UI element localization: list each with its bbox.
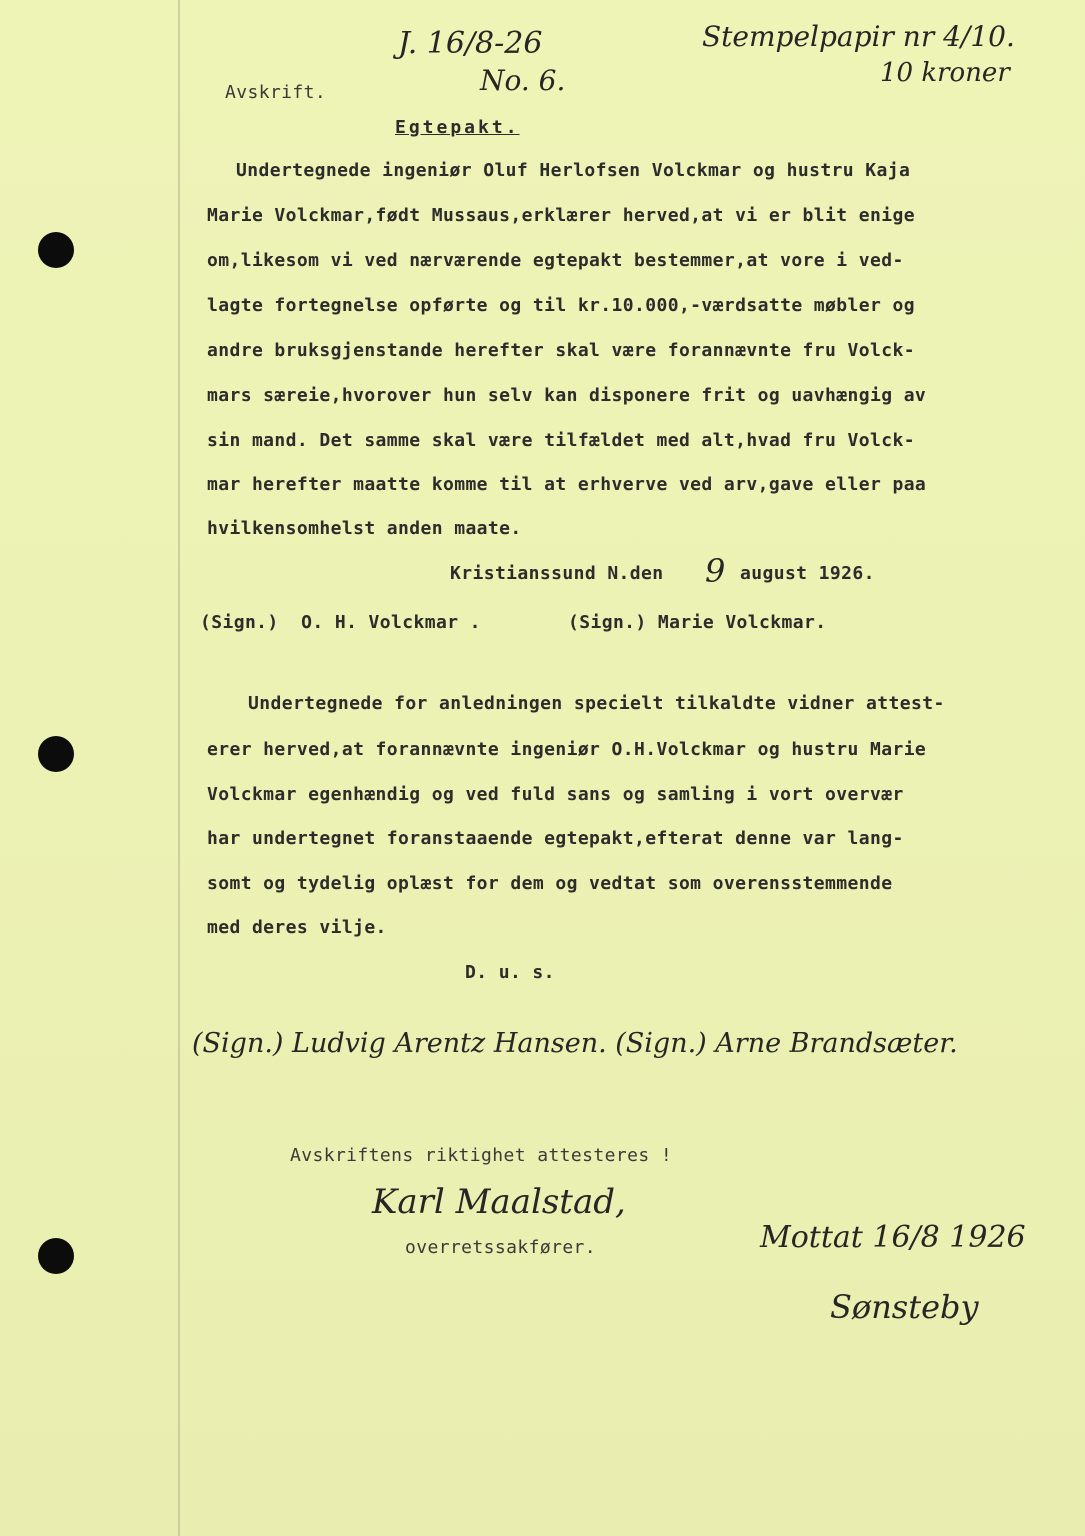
witness-signatures: (Sign.) Ludvig Arentz Hansen. (Sign.) Arne Brandsæter. xyxy=(192,1028,958,1059)
paragraph2-line: somt og tydelig oplæst for dem og vedtat som overensstemmende xyxy=(207,873,893,894)
attest-signature: Karl Maalstad, xyxy=(372,1182,626,1222)
handwritten-number: No. 6. xyxy=(480,64,566,97)
header-label: Avskrift. xyxy=(225,82,327,103)
paragraph1-line: lagte fortegnelse opførte og til kr.10.000,-værdsatte møbler og xyxy=(207,295,915,316)
punch-hole xyxy=(38,232,74,268)
closing-abbreviation: D. u. s. xyxy=(465,962,555,983)
attest-title: overretssakfører. xyxy=(405,1237,597,1258)
typed-signature-right: (Sign.) Marie Volckmar. xyxy=(568,612,827,633)
paragraph1-line: andre bruksgjenstande herefter skal være forannævnte fru Volck- xyxy=(207,340,915,361)
paragraph1-line: Undertegnede ingeniør Oluf Herlofsen Volckmar og hustru Kaja xyxy=(236,160,911,181)
registration-note: Mottat 16/8 1926 xyxy=(760,1220,1026,1255)
attestation-line: Avskriftens riktighet attesteres ! xyxy=(290,1145,673,1166)
place-date-day: 9 xyxy=(705,552,726,590)
margin-rule xyxy=(178,0,180,1536)
paragraph2-line: med deres vilje. xyxy=(207,917,387,938)
paragraph1-line: sin mand. Det samme skal være tilfældet med alt,hvad fru Volck- xyxy=(207,430,915,451)
place-date-prefix: Kristianssund N.den xyxy=(450,563,664,584)
paragraph1-line: Marie Volckmar,født Mussaus,erklærer herved,at vi er blit enige xyxy=(207,205,915,226)
stamp-paper-value: 10 kroner xyxy=(880,58,1010,88)
paragraph2-line: Undertegnede for anledningen specielt tilkaldte vidner attest- xyxy=(248,693,945,714)
paragraph2-line: Volckmar egenhændig og ved fuld sans og samling i vort overvær xyxy=(207,784,904,805)
punch-hole xyxy=(38,736,74,772)
paragraph2-line: erer herved,at forannævnte ingeniør O.H.Volckmar og hustru Marie xyxy=(207,739,927,760)
paragraph1-line: om,likesom vi ved nærværende egtepakt bestemmer,at vore i ved- xyxy=(207,250,904,271)
document-title: Egtepakt. xyxy=(395,117,520,138)
place-date-suffix: august 1926. xyxy=(740,563,875,584)
typed-signature-left: (Sign.) O. H. Volckmar . xyxy=(200,612,481,633)
punch-hole xyxy=(38,1238,74,1274)
paragraph2-line: har undertegnet foranstaaende egtepakt,efterat denne var lang- xyxy=(207,828,904,849)
paragraph1-line: mars særeie,hvorover hun selv kan disponere frit og uavhængig av xyxy=(207,385,927,406)
handwritten-reference: J. 16/8-26 xyxy=(398,26,543,61)
registration-signature: Sønsteby xyxy=(830,1288,979,1326)
paragraph1-line: mar herefter maatte komme til at erhverve ved arv,gave eller paa xyxy=(207,474,927,495)
stamp-paper-note: Stempelpapir nr 4/10. xyxy=(702,20,1015,53)
paragraph1-line: hvilkensomhelst anden maate. xyxy=(207,518,522,539)
